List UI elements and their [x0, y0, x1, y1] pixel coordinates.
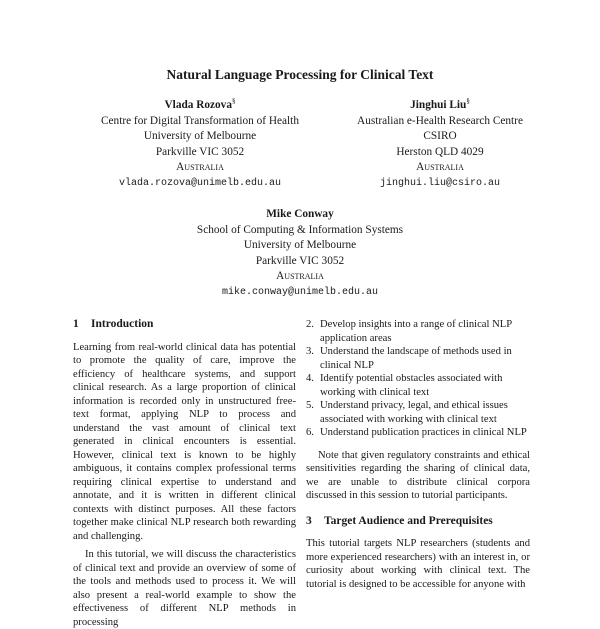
list-item: 3. Understand the landscape of methods used in clinical NLP	[306, 346, 512, 371]
section-number: 1	[73, 318, 79, 330]
list-item: 4. Identify potential obstacles associated with working with clinical text	[306, 373, 503, 398]
audience-paragraph: This tutorial targets NLP researchers (students and more experienced researchers) with an interest in, or curiosity about working with clinical text. The tutorial is designed to be accessible for anyone with	[306, 538, 530, 590]
author-country: Australia	[276, 270, 324, 283]
author-institution: University of Melbourne	[143, 130, 257, 143]
author-city: Parkville VIC 3052	[155, 145, 245, 158]
author-mark: §	[466, 97, 470, 106]
section-heading-introduction	[73, 318, 296, 332]
goals-note: Note that given regulatory constraints and ethical sensitivities regarding the sharing of clinical data, we are unable to distribute clinical corpora discussed in this session to tutorial participants.	[306, 449, 530, 501]
author-affiliation: School of Computing & Information Systems	[196, 223, 404, 236]
author-name: Mike Conway	[266, 208, 334, 220]
author-institution: CSIRO	[423, 130, 457, 143]
author-institution: University of Melbourne	[243, 239, 357, 252]
list-item: 2. Develop insights into a range of clinical NLP application areas	[306, 319, 512, 344]
left-column	[73, 318, 296, 629]
author-city: Parkville VIC 3052	[255, 254, 345, 267]
author-block-rozova	[75, 98, 325, 192]
author-email[interactable]: mike.conway@unimelb.edu.au	[221, 286, 379, 298]
author-mark: §	[231, 97, 236, 106]
author-block-liu	[340, 98, 540, 192]
goals-list	[306, 318, 530, 440]
author-country: Australia	[416, 161, 464, 174]
list-item: 5. Understand privacy, legal, and ethical issues associated with working with clinical text	[306, 400, 508, 425]
section-number: 3	[306, 514, 312, 527]
section-title: Target Audience and Prerequisites	[324, 514, 493, 527]
author-affiliation: Centre for Digital Transformation of Health	[101, 114, 299, 127]
section-heading-audience	[306, 515, 530, 529]
author-name: Vlada Rozova	[164, 99, 232, 111]
author-email[interactable]: vlada.rozova@unimelb.edu.au	[118, 177, 282, 189]
author-name: Jinghui Liu	[410, 99, 467, 111]
author-affiliation: Australian e-Health Research Centre	[357, 114, 523, 127]
author-city: Herston QLD 4029	[396, 145, 484, 158]
author-block-conway	[150, 207, 450, 301]
right-column	[306, 318, 530, 591]
intro-paragraph-1: Learning from real-world clinical data has potential to promote the quality of care, improve the efficiency of healthcare systems, and support clinical research. As a large proportion of clinical information is recorded only in unstructured free-text format, applying NLP to process and understand the vast amount of clinical text generated in clinical encounters is essential. However, clinical text is known to be highly ambiguous, it contains complex professional terms requiring clinical expertise to understand and annotate, and it is written in different clinical contexts with distinct purposes. All these factors together make clinical NLP research both rewarding and challenging.	[73, 341, 296, 542]
list-item: 6. Understand publication practices in clinical NLP	[306, 427, 527, 438]
intro-paragraph-2: In this tutorial, we will discuss the characteristics of clinical text and provide an overview of some of the tools and methods used to process it. We will also present a real-world example to show the effectiveness of different NLP methods in processing	[73, 549, 296, 628]
author-country: Australia	[176, 161, 224, 174]
paper-title: Natural Language Processing for Clinical Text	[166, 67, 434, 82]
section-title: Introduction	[91, 318, 154, 330]
author-email[interactable]: jinghui.liu@csiro.au	[379, 177, 501, 189]
